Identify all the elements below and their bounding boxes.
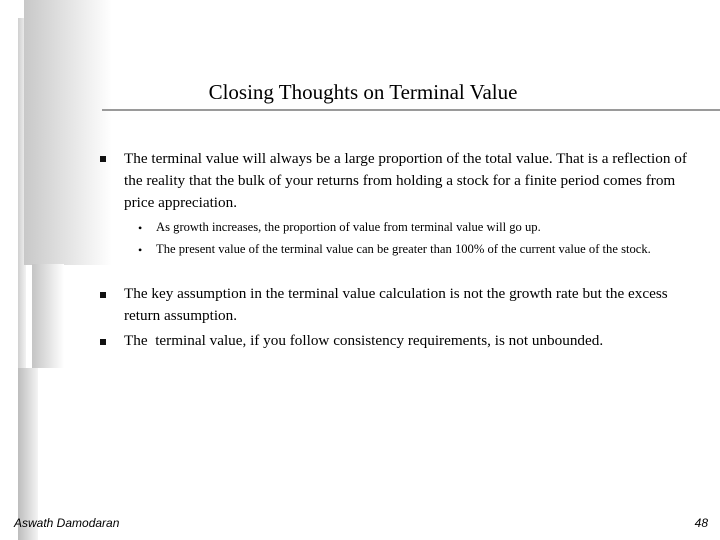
footer-author: Aswath Damodaran [14, 516, 120, 530]
slide-title: Closing Thoughts on Terminal Value [208, 80, 518, 104]
bullet-text: The key assumption in the terminal value calculation is not the growth rate but the excess return assumption. [124, 285, 668, 324]
decorative-bar [32, 264, 64, 368]
title-divider [102, 109, 720, 111]
sub-bullet-text: The present value of the terminal value can be greater than 100% of the current value of the stock. [156, 242, 651, 256]
sub-bullet-icon: • [138, 243, 143, 257]
bullet-text: The terminal value will always be a large proportion of the total value. That is a reflection of the reality that the bulk of your returns from holding a stock for a finite period comes from price appreciation. [124, 150, 687, 211]
page-number: 48 [694, 516, 708, 530]
decorative-bar [24, 0, 112, 265]
sub-bullet-icon: • [138, 221, 143, 235]
square-bullet-icon [100, 292, 106, 298]
square-bullet-icon [100, 156, 106, 162]
sub-bullet-text: As growth increases, the proportion of value from terminal value will go up. [156, 220, 541, 234]
bullet-text: The terminal value, if you follow consistency requirements, is not unbounded. [124, 332, 604, 349]
square-bullet-icon [100, 339, 106, 345]
